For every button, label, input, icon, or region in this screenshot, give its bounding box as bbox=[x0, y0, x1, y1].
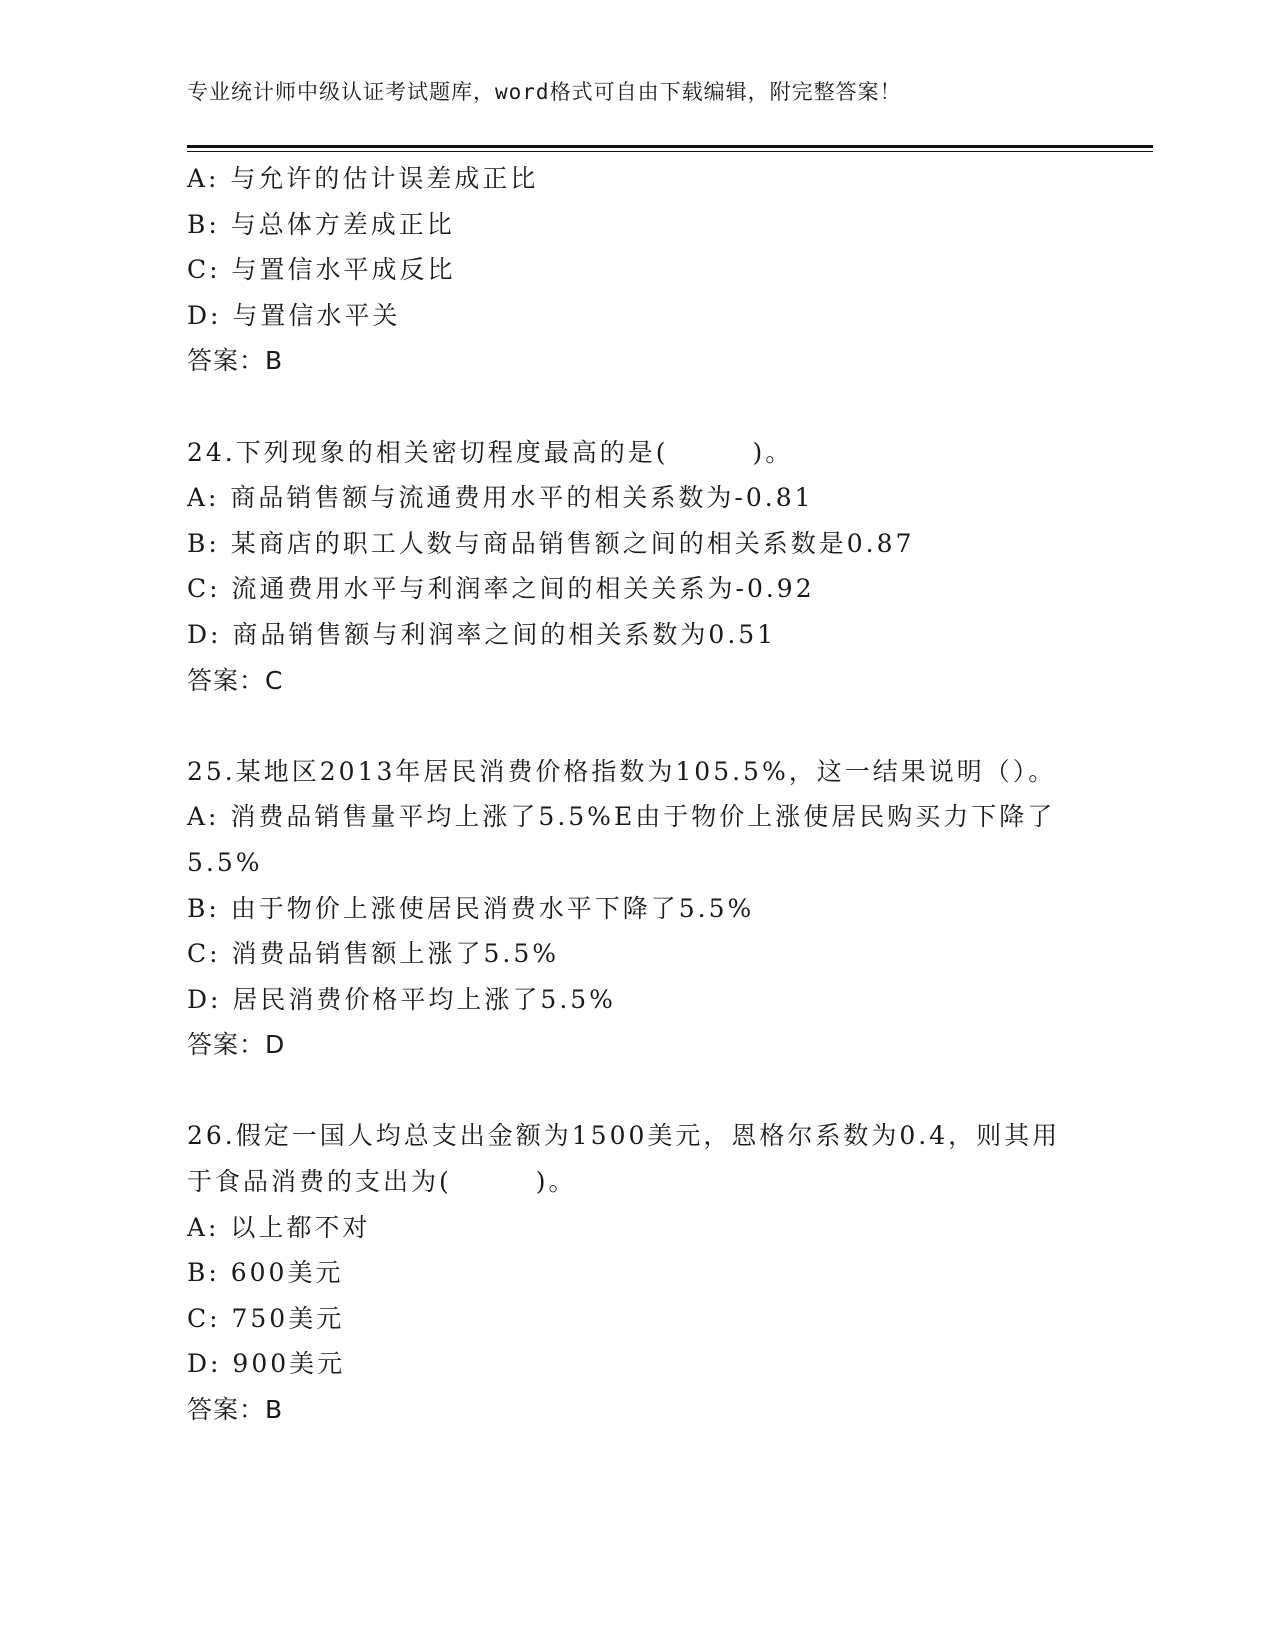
question-23 bbox=[187, 156, 1107, 384]
question-24 bbox=[187, 430, 1107, 704]
question-26 bbox=[187, 1113, 1107, 1432]
option-a: A: 商品销售额与流通费用水平的相关系数为-0.81 bbox=[187, 483, 814, 513]
option-d: D: 商品销售额与利润率之间的相关系数为0.51 bbox=[187, 619, 777, 649]
answer: 答案：C bbox=[187, 665, 284, 695]
spacer bbox=[187, 703, 1107, 749]
option-c: C: 与置信水平成反比 bbox=[187, 255, 456, 285]
page-header: 专业统计师中级认证考试题库，word格式可自由下载编辑，附完整答案！ bbox=[187, 80, 902, 104]
header-rule-thin bbox=[187, 151, 1153, 152]
option-a-continued: 5.5% bbox=[187, 847, 263, 877]
option-b: B: 600美元 bbox=[187, 1258, 344, 1288]
option-c: C: 消费品销售额上涨了5.5% bbox=[187, 939, 560, 969]
question-text: 26.假定一国人均总支出金额为1500美元，恩格尔系数为0.4，则其用 bbox=[187, 1121, 1061, 1151]
answer: 答案：B bbox=[187, 346, 284, 376]
question-list bbox=[187, 156, 1107, 1433]
option-b: B: 某商店的职工人数与商品销售额之间的相关系数是0.87 bbox=[187, 528, 915, 558]
question-25 bbox=[187, 749, 1107, 1068]
option-d: D: 与置信水平关 bbox=[187, 300, 401, 330]
answer: 答案：B bbox=[187, 1395, 284, 1425]
header-rule-thick bbox=[187, 145, 1153, 148]
question-text: 25.某地区2013年居民消费价格指数为105.5%，这一结果说明（）。 bbox=[187, 756, 1057, 786]
question-text: 24.下列现象的相关密切程度最高的是( )。 bbox=[187, 437, 794, 467]
question-text-continued: 于食品消费的支出为( )。 bbox=[187, 1167, 577, 1197]
option-a: A: 与允许的估计误差成正比 bbox=[187, 164, 539, 193]
option-b: B: 由于物价上涨使居民消费水平下降了5.5% bbox=[187, 893, 755, 923]
option-d: D: 居民消费价格平均上涨了5.5% bbox=[187, 984, 616, 1014]
option-a: A: 以上都不对 bbox=[187, 1212, 371, 1242]
option-c: C: 流通费用水平与利润率之间的相关关系为-0.92 bbox=[187, 574, 815, 604]
spacer bbox=[187, 1068, 1107, 1114]
option-a: A: 消费品销售量平均上涨了5.5%E由于物价上涨使居民购买力下降了 bbox=[187, 802, 1056, 832]
option-c: C: 750美元 bbox=[187, 1303, 345, 1333]
answer: 答案：D bbox=[187, 1030, 286, 1060]
option-d: D: 900美元 bbox=[187, 1349, 346, 1379]
spacer bbox=[187, 384, 1107, 430]
option-b: B: 与总体方差成正比 bbox=[187, 209, 455, 239]
